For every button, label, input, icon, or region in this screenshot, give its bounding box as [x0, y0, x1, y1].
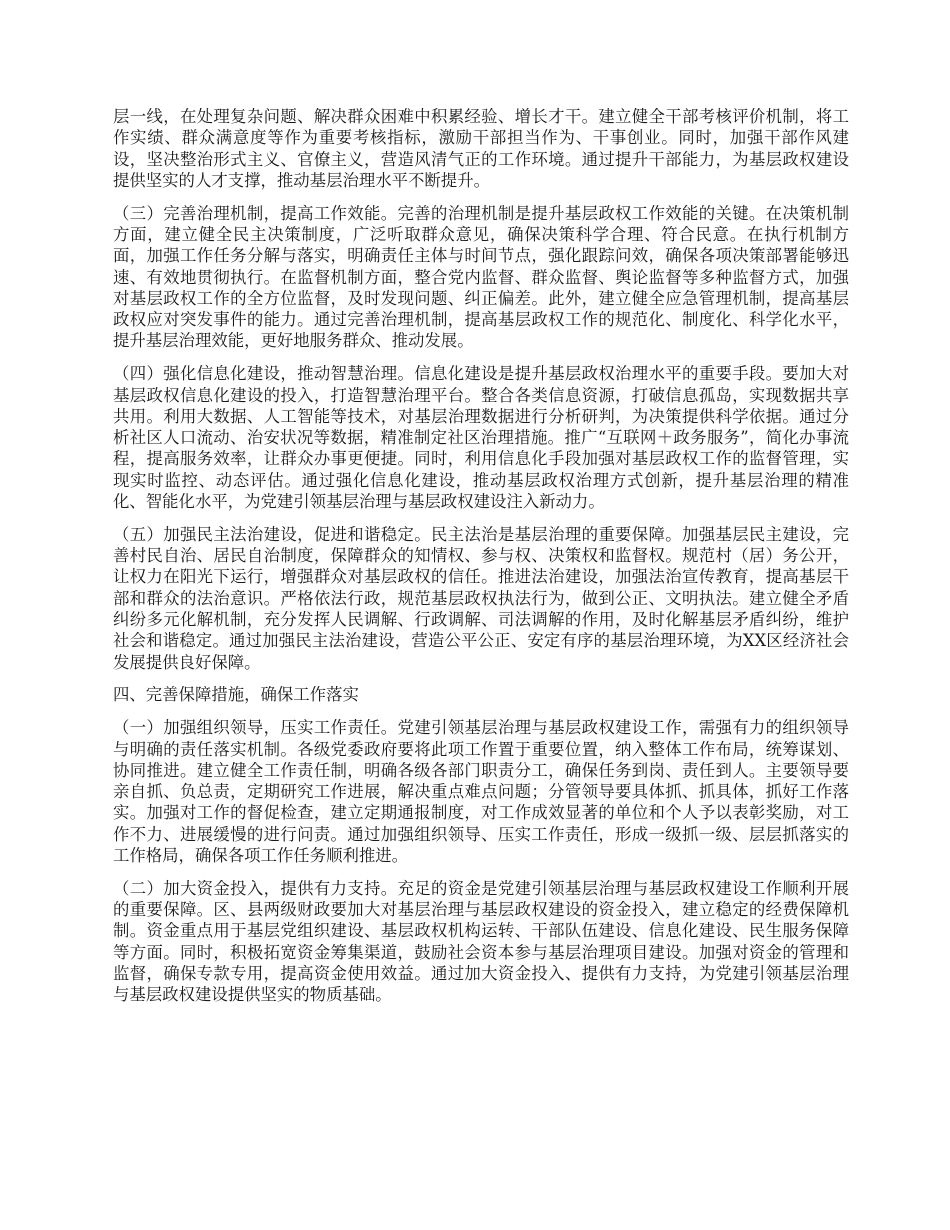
paragraph-section-3-3: （三）完善治理机制，提高工作效能。完善的治理机制是提升基层政权工作效能的关键。在决策机制方面，建立健全民主决策制度，广泛听取群众意见，确保决策科学合理、符合民意。在执行机制方面，加强工作任务分解与落实，明确责任主体与时间节点，强化跟踪问效，确保各项决策部署能够迅速、有效地贯彻执行。在监督机制方面，整合党内监督、群众监督、舆论监督等多种监督方式，加强对基层政权工作的全方位监督，及时发现问题、纠正偏差。此外，建立健全应急管理机制，提高基层政权应对突发事件的能力。通过完善治理机制，提高基层政权工作的规范化、制度化、科学化水平，提升基层治理效能，更好地服务群众、推动发展。 — [113, 203, 849, 351]
paragraph-section-4-2: （二）加大资金投入，提供有力支持。充足的资金是党建引领基层治理与基层政权建设工作顺利开展的重要保障。区、县两级财政要加大对基层治理与基层政权建设的资金投入，建立稳定的经费保障机制。资金重点用于基层党组织建设、基层政权机构运转、干部队伍建设、信息化建设、民生服务保障等方面。同时，积极拓宽资金筹集渠道，鼓励社会资本参与基层治理项目建设。加强对资金的管理和监督，确保专款专用，提高资金使用效益。通过加大资金投入、提供有力支持，为党建引领基层治理与基层政权建设提供坚实的物质基础。 — [113, 878, 849, 1005]
paragraph-section-3-5: （五）加强民主法治建设，促进和谐稳定。民主法治是基层治理的重要保障。加强基层民主建设，完善村民自治、居民自治制度，保障群众的知情权、参与权、决策权和监督权。规范村（居）务公开，让权力在阳光下运行，增强群众对基层政权的信任。推进法治建设，加强法治宣传教育，提高基层干部和群众的法治意识。严格依法行政，规范基层政权执法行为，做到公正、文明执法。建立健全矛盾纠纷多元化解机制，充分发挥人民调解、行政调解、司法调解的作用，及时化解基层矛盾纠纷，维护社会和谐稳定。通过加强民主法治建设，营造公平公正、安定有序的基层治理环境，为XX区经济社会发展提供良好保障。 — [113, 524, 849, 672]
paragraph-cadre-team-continued: 层一线，在处理复杂问题、解决群众困难中积累经验、增长才干。建立健全干部考核评价机制，将工作实绩、群众满意度等作为重要考核指标，激励干部担当作为、干事创业。同时，加强干部作风建设，坚决整治形式主义、官僚主义，营造风清气正的工作环境。通过提升干部能力，为基层政权建设提供坚实的人才支撑，推动基层治理水平不断提升。 — [113, 107, 849, 190]
paragraph-section-4-1: （一）加强组织领导，压实工作责任。党建引领基层治理与基层政权建设工作，需强有力的组织领导与明确的责任落实机制。各级党委政府要将此项工作置于重要位置，纳入整体工作布局，统筹谋划、协同推进。建立健全工作责任制，明确各级各部门职责分工，确保任务到岗、责任到人。主要领导要亲自抓、负总责，定期研究工作进展，解决重点难点问题；分管领导要具体抓、抓具体，抓好工作落实。加强对工作的督促检查，建立定期通报制度，对工作成效显著的单位和个人予以表彰奖励，对工作不力、进展缓慢的进行问责。通过加强组织领导、压实工作责任，形成一级抓一级、层层抓落实的工作格局，确保各项工作任务顺利推进。 — [113, 718, 849, 865]
paragraph-section-3-4: （四）强化信息化建设，推动智慧治理。信息化建设是提升基层政权治理水平的重要手段。要加大对基层政权信息化建设的投入，打造智慧治理平台。整合各类信息资源，打破信息孤岛，实现数据共享共用。利用大数据、人工智能等技术，对基层治理数据进行分析研判，为决策提供科学依据。通过分析社区人口流动、治安状况等数据，精准制定社区治理措施。推广“互联网＋政务服务”，简化办事流程，提高服务效率，让群众办事更便捷。同时，利用信息化手段加强对基层政权工作的监督管理，实现实时监控、动态评估。通过强化信息化建设，推动基层政权治理方式创新，提升基层治理的精准化、智能化水平，为党建引领基层治理与基层政权建设注入新动力。 — [113, 364, 849, 512]
document-page — [113, 106, 849, 1017]
section-heading-4: 四、完善保障措施，确保工作落实 — [113, 685, 359, 705]
